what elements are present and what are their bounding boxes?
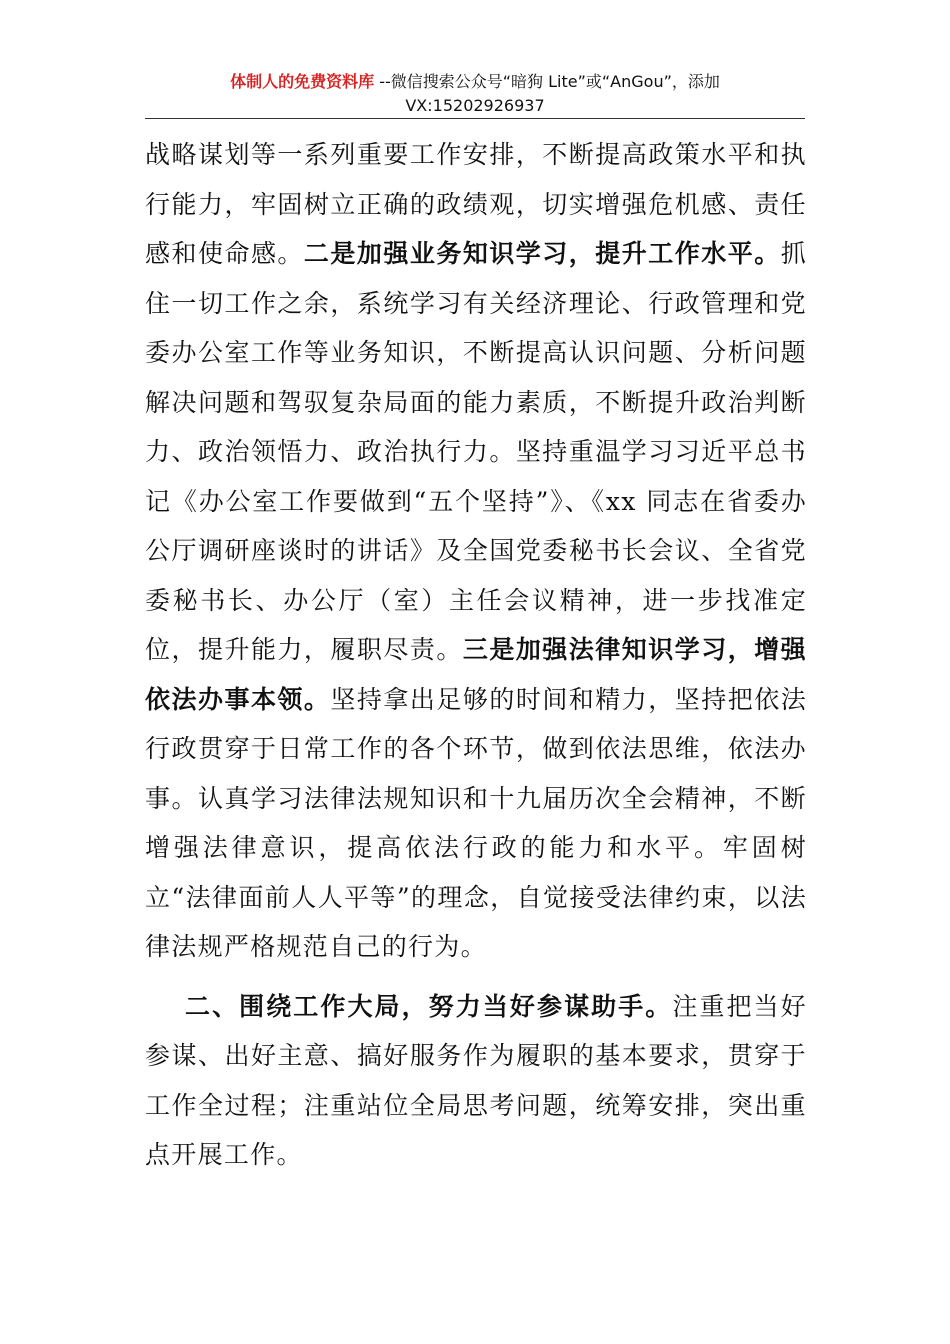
- text-segment: 注重把当好参谋、出好主意、搞好服务作为履职的基本要求，贯穿于工作全过程；注重站位全局思考问题，统筹安排，突出重点开展工作。: [145, 991, 807, 1169]
- paragraph-2: [145, 982, 807, 1180]
- document-body: [145, 130, 807, 1180]
- bold-heading-segment: 三是加强法律知识学习，增强依法办事本领。: [145, 635, 807, 714]
- header-promo-text: --微信搜索公众号“暗狗 Lite”或“AnGou”，添加: [374, 72, 720, 91]
- header-divider: [145, 118, 805, 119]
- text-segment: 抓住一切工作之余，系统学习有关经济理论、行政管理和党委办公室工作等业务知识，不断提高认识问题、分析问题解决问题和驾驭复杂局面的能力素质，不断提升政治判断力、政治领悟力、政治执行力。坚持重温学习习近平总书记《办公室工作要做到“五个坚持”》、《xx 同志在省委办公厅调研座谈时的讲话》及全国党委秘书长会议、全省党委秘书长、办公厅（室）主任会议精神，进一步找准定位，提升能力，履职尽责。: [145, 239, 807, 664]
- section-heading: 二、围绕工作大局，努力当好参谋助手。: [185, 991, 673, 1021]
- header-line-2: VX:15202926937: [405, 96, 545, 115]
- text-segment: 坚持拿出足够的时间和精力，坚持把依法行政贯穿于日常工作的各个环节，做到依法思维，依法办事。认真学习法律法规知识和十九届历次全会精神，不断增强法律意识，提高依法行政的能力和水平。牢固树立“法律面前人人平等”的理念，自觉接受法律约束，以法律法规严格规范自己的行为。: [145, 684, 807, 961]
- text-segment: 战略谋划等一系列重要工作安排，不断提高政策水平和执行能力，牢固树立正确的政绩观，切实增强危机感、责任感和使命感。: [145, 140, 807, 268]
- header-brand: 体制人的免费资料库: [230, 72, 375, 91]
- page-header: [145, 70, 805, 118]
- paragraph-1: [145, 130, 807, 972]
- header-line-1: [145, 70, 805, 94]
- bold-heading-segment: 二是加强业务知识学习，提升工作水平。: [303, 239, 781, 268]
